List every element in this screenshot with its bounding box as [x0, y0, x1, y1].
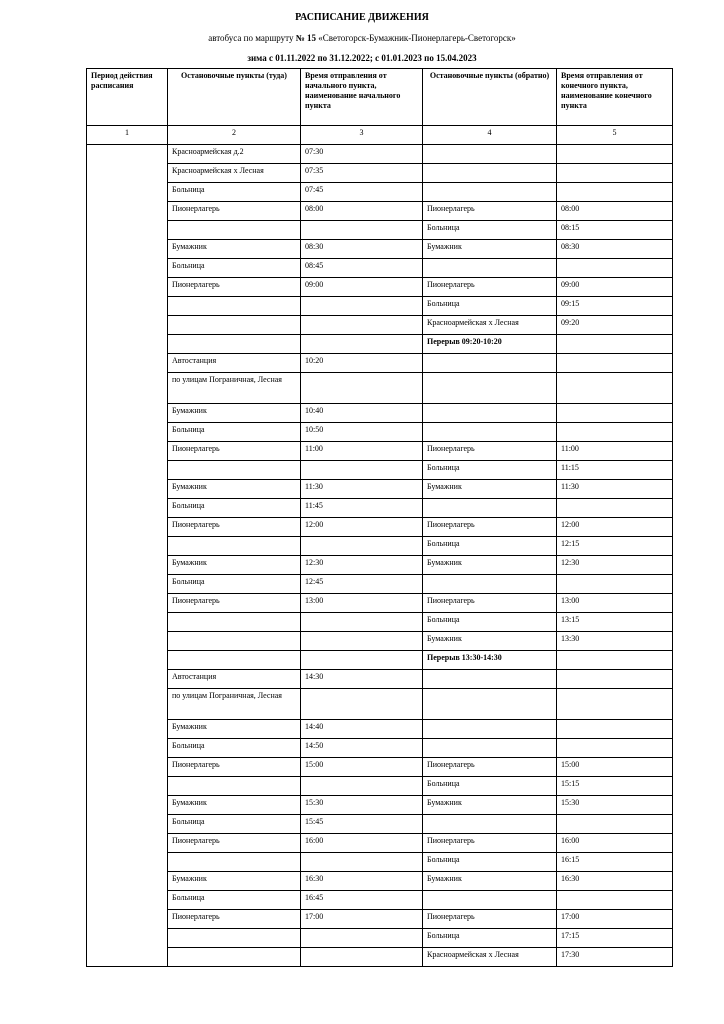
time-to-cell	[301, 948, 423, 967]
time-back-cell: 08:15	[557, 221, 673, 240]
stop-back-cell	[423, 689, 557, 720]
time-to-cell: 11:30	[301, 480, 423, 499]
time-back-cell	[557, 404, 673, 423]
stop-to-cell: Больница	[168, 183, 301, 202]
subtitle-prefix: автобуса по маршруту	[208, 33, 294, 43]
time-to-cell: 08:00	[301, 202, 423, 221]
schedule-body	[87, 145, 673, 967]
stop-back-cell	[423, 183, 557, 202]
time-to-cell	[301, 651, 423, 670]
table-row	[87, 221, 673, 240]
table-row	[87, 853, 673, 872]
table-row	[87, 872, 673, 891]
stop-to-cell	[168, 613, 301, 632]
time-to-cell: 07:35	[301, 164, 423, 183]
time-to-cell	[301, 613, 423, 632]
header-stops-back: Остановочные пункты (обратно)	[423, 69, 557, 126]
stop-back-cell: Пионерлагерь	[423, 834, 557, 853]
route-number: № 15	[295, 33, 316, 43]
stop-back-cell	[423, 670, 557, 689]
stop-back-cell: Бумажник	[423, 480, 557, 499]
stop-back-cell: Пионерлагерь	[423, 518, 557, 537]
table-row	[87, 777, 673, 796]
time-back-cell	[557, 720, 673, 739]
stop-back-cell	[423, 404, 557, 423]
table-row	[87, 796, 673, 815]
table-row	[87, 891, 673, 910]
stop-to-cell: Больница	[168, 499, 301, 518]
document-title: РАСПИСАНИЕ ДВИЖЕНИЯ	[295, 12, 429, 23]
time-back-cell: 15:00	[557, 758, 673, 777]
stop-to-cell: по улицам Пограничная, Лесная	[168, 689, 301, 720]
table-row	[87, 278, 673, 297]
table-row	[87, 929, 673, 948]
time-to-cell	[301, 777, 423, 796]
table-row	[87, 202, 673, 221]
time-to-cell	[301, 221, 423, 240]
time-back-cell: 09:00	[557, 278, 673, 297]
stop-to-cell: Бумажник	[168, 556, 301, 575]
time-back-cell	[557, 651, 673, 670]
table-row	[87, 758, 673, 777]
time-back-cell	[557, 815, 673, 834]
time-to-cell: 07:30	[301, 145, 423, 164]
table-row	[87, 720, 673, 739]
time-to-cell	[301, 689, 423, 720]
stop-back-cell: Больница	[423, 929, 557, 948]
stop-to-cell: Бумажник	[168, 480, 301, 499]
table-row	[87, 373, 673, 404]
stop-to-cell	[168, 537, 301, 556]
stop-back-cell: Больница	[423, 297, 557, 316]
time-to-cell: 14:30	[301, 670, 423, 689]
table-row	[87, 404, 673, 423]
stop-back-cell	[423, 164, 557, 183]
table-row	[87, 537, 673, 556]
stop-back-cell: Больница	[423, 613, 557, 632]
time-to-cell	[301, 461, 423, 480]
column-number: 3	[301, 126, 423, 145]
table-row	[87, 259, 673, 278]
stop-to-cell	[168, 853, 301, 872]
stop-to-cell	[168, 632, 301, 651]
period-cell	[87, 145, 168, 967]
header-time-to: Время отправления от начального пункта, наименование начального пункта	[301, 69, 423, 126]
table-row	[87, 480, 673, 499]
stop-to-cell: Бумажник	[168, 404, 301, 423]
stop-back-cell: Больница	[423, 537, 557, 556]
table-row	[87, 335, 673, 354]
stop-back-cell: Красноармейская х Лесная	[423, 948, 557, 967]
time-to-cell	[301, 632, 423, 651]
stop-to-cell	[168, 461, 301, 480]
time-back-cell: 15:15	[557, 777, 673, 796]
table-row	[87, 145, 673, 164]
stop-back-cell: Больница	[423, 221, 557, 240]
stop-to-cell: Больница	[168, 739, 301, 758]
table-row	[87, 689, 673, 720]
time-back-cell	[557, 259, 673, 278]
column-number-row	[87, 126, 673, 145]
stop-to-cell: Автостанция	[168, 354, 301, 373]
time-to-cell: 07:45	[301, 183, 423, 202]
table-row	[87, 442, 673, 461]
stop-to-cell: Бумажник	[168, 240, 301, 259]
time-back-cell	[557, 499, 673, 518]
time-to-cell	[301, 335, 423, 354]
stop-back-cell: Бумажник	[423, 872, 557, 891]
time-to-cell: 10:20	[301, 354, 423, 373]
time-to-cell: 08:30	[301, 240, 423, 259]
table-row	[87, 948, 673, 967]
time-to-cell: 17:00	[301, 910, 423, 929]
stop-to-cell: Пионерлагерь	[168, 834, 301, 853]
time-to-cell	[301, 316, 423, 335]
time-back-cell: 15:30	[557, 796, 673, 815]
stop-back-cell: Пионерлагерь	[423, 910, 557, 929]
time-back-cell: 11:00	[557, 442, 673, 461]
table-row	[87, 164, 673, 183]
time-back-cell: 13:15	[557, 613, 673, 632]
table-row	[87, 354, 673, 373]
stop-to-cell: Пионерлагерь	[168, 442, 301, 461]
table-row	[87, 575, 673, 594]
time-to-cell	[301, 297, 423, 316]
table-row	[87, 739, 673, 758]
table-row	[87, 556, 673, 575]
stop-to-cell: Бумажник	[168, 872, 301, 891]
time-back-cell	[557, 183, 673, 202]
stop-to-cell	[168, 316, 301, 335]
stop-to-cell	[168, 335, 301, 354]
header-stops-to: Остановочные пункты (туда)	[168, 69, 301, 126]
table-row	[87, 423, 673, 442]
table-row	[87, 461, 673, 480]
time-back-cell	[557, 689, 673, 720]
stop-to-cell: Автостанция	[168, 670, 301, 689]
stop-back-cell: Больница	[423, 461, 557, 480]
time-back-cell	[557, 739, 673, 758]
column-number: 1	[87, 126, 168, 145]
time-to-cell: 12:30	[301, 556, 423, 575]
time-back-cell: 09:15	[557, 297, 673, 316]
time-back-cell: 11:15	[557, 461, 673, 480]
stop-back-cell: Бумажник	[423, 796, 557, 815]
table-row	[87, 297, 673, 316]
time-back-cell: 17:00	[557, 910, 673, 929]
stop-to-cell: Больница	[168, 891, 301, 910]
stop-back-cell	[423, 499, 557, 518]
table-row	[87, 815, 673, 834]
stop-back-cell: Пионерлагерь	[423, 442, 557, 461]
stop-back-cell	[423, 739, 557, 758]
column-number: 5	[557, 126, 673, 145]
stop-back-cell: Больница	[423, 853, 557, 872]
time-back-cell: 16:30	[557, 872, 673, 891]
stop-back-cell	[423, 145, 557, 164]
time-to-cell	[301, 537, 423, 556]
time-to-cell: 16:45	[301, 891, 423, 910]
stop-back-cell: Перерыв 09:20-10:20	[423, 335, 557, 354]
time-to-cell: 12:00	[301, 518, 423, 537]
table-row	[87, 632, 673, 651]
stop-to-cell: Бумажник	[168, 720, 301, 739]
time-to-cell	[301, 853, 423, 872]
table-row	[87, 594, 673, 613]
stop-back-cell: Перерыв 13:30-14:30	[423, 651, 557, 670]
table-row	[87, 240, 673, 259]
time-back-cell	[557, 164, 673, 183]
time-to-cell: 15:00	[301, 758, 423, 777]
time-back-cell: 17:30	[557, 948, 673, 967]
time-to-cell: 14:50	[301, 739, 423, 758]
stop-to-cell: Пионерлагерь	[168, 594, 301, 613]
table-row	[87, 670, 673, 689]
stop-to-cell: Пионерлагерь	[168, 758, 301, 777]
stop-back-cell	[423, 815, 557, 834]
stop-back-cell	[423, 259, 557, 278]
table-row	[87, 183, 673, 202]
table-row	[87, 499, 673, 518]
stop-back-cell	[423, 891, 557, 910]
table-row	[87, 613, 673, 632]
time-to-cell: 08:45	[301, 259, 423, 278]
stop-to-cell: Больница	[168, 575, 301, 594]
table-row	[87, 910, 673, 929]
time-back-cell: 12:30	[557, 556, 673, 575]
stop-back-cell	[423, 720, 557, 739]
route-name: «Светогорск-Бумажник-Пионерлагерь-Светогорск»	[318, 33, 516, 43]
time-back-cell	[557, 373, 673, 404]
schedule-period: зима с 01.11.2022 по 31.12.2022; с 01.01.2023 по 15.04.2023	[247, 53, 477, 63]
column-number: 4	[423, 126, 557, 145]
header-period: Период действия расписания	[87, 69, 168, 126]
stop-back-cell	[423, 423, 557, 442]
stop-back-cell: Бумажник	[423, 632, 557, 651]
stop-back-cell: Пионерлагерь	[423, 594, 557, 613]
stop-to-cell: Бумажник	[168, 796, 301, 815]
time-to-cell: 10:50	[301, 423, 423, 442]
time-to-cell: 12:45	[301, 575, 423, 594]
stop-to-cell: Больница	[168, 259, 301, 278]
stop-back-cell: Пионерлагерь	[423, 278, 557, 297]
stop-to-cell	[168, 297, 301, 316]
time-back-cell: 12:15	[557, 537, 673, 556]
document-subtitle	[0, 33, 724, 43]
stop-back-cell	[423, 575, 557, 594]
time-to-cell: 16:30	[301, 872, 423, 891]
stop-to-cell	[168, 221, 301, 240]
time-back-cell	[557, 354, 673, 373]
time-to-cell: 10:40	[301, 404, 423, 423]
stop-back-cell: Больница	[423, 777, 557, 796]
time-back-cell: 09:20	[557, 316, 673, 335]
column-number: 2	[168, 126, 301, 145]
time-back-cell: 17:15	[557, 929, 673, 948]
stop-back-cell: Бумажник	[423, 556, 557, 575]
table-row	[87, 316, 673, 335]
time-to-cell: 13:00	[301, 594, 423, 613]
stop-back-cell: Красноармейская х Лесная	[423, 316, 557, 335]
stop-back-cell: Бумажник	[423, 240, 557, 259]
stop-to-cell: по улицам Пограничная, Лесная	[168, 373, 301, 404]
time-back-cell: 08:30	[557, 240, 673, 259]
stop-to-cell: Больница	[168, 423, 301, 442]
time-back-cell	[557, 891, 673, 910]
time-back-cell: 16:00	[557, 834, 673, 853]
time-to-cell	[301, 373, 423, 404]
time-back-cell: 11:30	[557, 480, 673, 499]
schedule-table	[86, 68, 673, 967]
time-to-cell: 15:30	[301, 796, 423, 815]
stop-to-cell: Пионерлагерь	[168, 910, 301, 929]
stop-to-cell	[168, 948, 301, 967]
time-to-cell: 11:45	[301, 499, 423, 518]
time-to-cell: 09:00	[301, 278, 423, 297]
time-to-cell: 14:40	[301, 720, 423, 739]
stop-back-cell	[423, 354, 557, 373]
time-back-cell: 16:15	[557, 853, 673, 872]
time-back-cell	[557, 145, 673, 164]
stop-back-cell	[423, 373, 557, 404]
table-row	[87, 518, 673, 537]
stop-to-cell: Пионерлагерь	[168, 518, 301, 537]
time-back-cell	[557, 575, 673, 594]
stop-to-cell: Красноармейская д.2	[168, 145, 301, 164]
stop-to-cell: Пионерлагерь	[168, 202, 301, 221]
time-back-cell: 13:30	[557, 632, 673, 651]
time-back-cell	[557, 423, 673, 442]
time-back-cell: 12:00	[557, 518, 673, 537]
stop-to-cell	[168, 929, 301, 948]
stop-to-cell	[168, 651, 301, 670]
time-to-cell: 16:00	[301, 834, 423, 853]
time-back-cell: 13:00	[557, 594, 673, 613]
time-to-cell: 15:45	[301, 815, 423, 834]
stop-back-cell: Пионерлагерь	[423, 758, 557, 777]
stop-to-cell: Красноармейская х Лесная	[168, 164, 301, 183]
table-row	[87, 834, 673, 853]
stop-to-cell: Больница	[168, 815, 301, 834]
time-to-cell	[301, 929, 423, 948]
table-row	[87, 651, 673, 670]
header-time-back: Время отправления от конечного пункта, наименование конечного пункта	[557, 69, 673, 126]
header-row	[87, 69, 673, 126]
stop-to-cell: Пионерлагерь	[168, 278, 301, 297]
time-back-cell	[557, 335, 673, 354]
stop-back-cell: Пионерлагерь	[423, 202, 557, 221]
time-back-cell	[557, 670, 673, 689]
time-back-cell: 08:00	[557, 202, 673, 221]
time-to-cell: 11:00	[301, 442, 423, 461]
stop-to-cell	[168, 777, 301, 796]
